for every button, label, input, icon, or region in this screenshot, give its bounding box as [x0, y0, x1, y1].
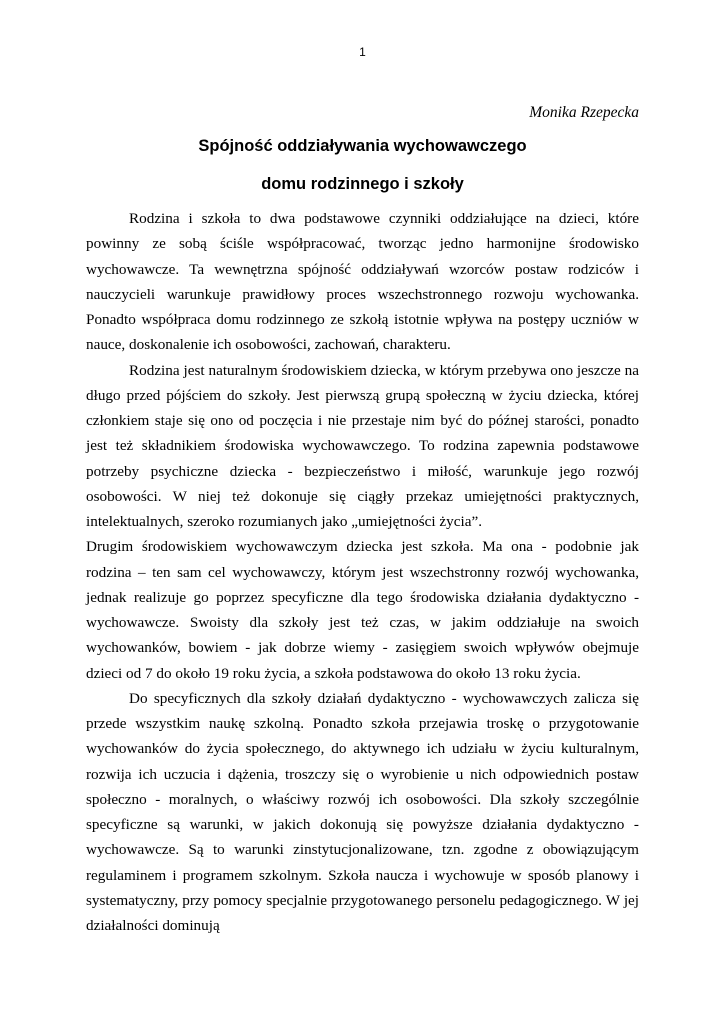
page-number: 1 [359, 45, 366, 59]
author-name: Monika Rzepecka [529, 104, 639, 121]
paragraph-1: Rodzina i szkoła to dwa podstawowe czynniki oddziałujące na dzieci, które powinny ze sobą ściśle współpracować, tworząc jedno harmonijne środowisko wychowawcze. Ta wewnętrzna spójność oddziaływań wzorców postaw rodziców i nauczycieli warunkuje prawidłowy proces wszechstronnego rozwoju wychowanka. Ponadto współpraca domu rodzinnego ze szkołą istotnie wpływa na postępy uczniów w nauce, doskonalenie ich osobowości, zachowań, charakteru. [86, 210, 639, 354]
paragraph-3: Drugim środowiskiem wychowawczym dziecka jest szkoła. Ma ona - podobnie jak rodzina – ten sam cel wychowawczy, którym jest wszechstronny rozwój wychowanka, jednak realizuje go poprzez specyficzne dla tego środowiska działania dydaktyczno - wychowawcze. Swoisty dla szkoły jest też czas, w jakim oddziałuje na swoich wychowanków, bowiem - jak dobrze wiemy - zasięgiem swoich wpływów obejmuje dzieci od 7 do około 19 roku życia, a szkoła podstawowa do około 13 roku życia. [86, 538, 639, 682]
title-line-2: domu rodzinnego i szkoły [261, 175, 464, 193]
title-line-1: Spójność oddziaływania wychowawczego [198, 137, 527, 155]
paragraph-4: Do specyficznych dla szkoły działań dydaktyczno - wychowawczych zalicza się przede wszystkim naukę szkolną. Ponadto szkoła przejawia troskę o przygotowanie wychowanków do życia społecznego, do aktywnego ich udziału w życiu kulturalnym, rozwija ich uczucia i dążenia, troszczy się o wyrobienie u nich odpowiednich postaw społeczno - moralnych, o właściwy rozwój ich osobowości. Dla szkoły szczególnie specyficzne są warunki, w jakich dokonują się powyższe działania dydaktyczno - wychowawcze. Są to warunki zinstytucjonalizowane, tzn. zgodne z obowiązującym regulaminem i programem szkolnym. Szkoła naucza i wychowuje w sposób planowy i systematyczny, przy pomocy specjalnie przygotowanego personelu pedagogicznego. W jej działalności dominują [86, 689, 639, 934]
document-body [86, 206, 639, 938]
paragraph-2: Rodzina jest naturalnym środowiskiem dziecka, w którym przebywa ono jeszcze na długo przed pójściem do szkoły. Jest pierwszą grupą społeczną w życiu dziecka, której członkiem staje się ono od poczęcia i nie przestaje nim być do późnej starości, ponadto jest też składnikiem środowiska wychowawczego. To rodzina zapewnia podstawowe potrzeby psychiczne dziecka - bezpieczeństwo i miłość, warunkuje jego rozwój osobowości. W niej też dokonuje się ciągły przekaz umiejętności praktycznych, intelektualnych, szeroko rozumianych jako „umiejętności życia”. [86, 361, 639, 530]
